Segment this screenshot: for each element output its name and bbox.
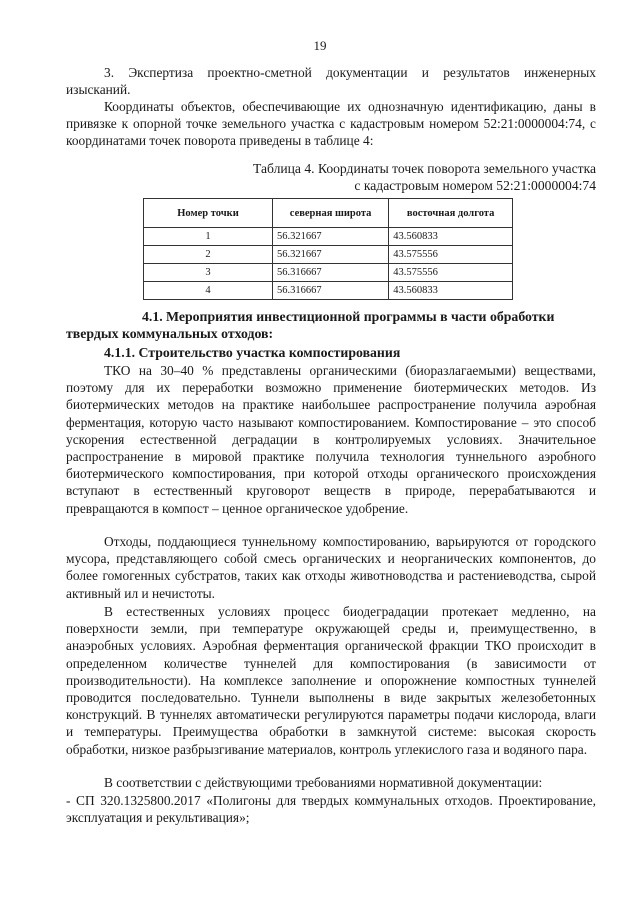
table-caption bbox=[200, 160, 596, 194]
section-heading-text: Мероприятия инвестиционной программы в части обработки твердых коммунальных отходов: bbox=[66, 309, 555, 341]
subsection-heading: 4.1.1. Строительство участка компостирования bbox=[104, 345, 401, 360]
table-row bbox=[144, 246, 513, 264]
coordinates-paragraph: Координаты объектов, обеспечивающие их однозначную идентификацию, даны в привязке к опорной точке земельного участка с кадастровым номером 52:21:0000004:74, с координатами точек поворота приведены в таблице 4: bbox=[66, 99, 596, 149]
coordinates-table bbox=[143, 198, 513, 300]
paragraph-1: ТКО на 30–40 % представлены органическими (биоразлагаемыми) веществами, поэтому для их переработки возможно применение биотермических методов. Из биотермических методов на практике наибольшее распространение получила аэробная ферментация, которую часто называют компостированием. Компостирование – это способ ускорения естественной деградации в контролируемых условиях. Значительное распространение в мировой практике получила технология туннельного аэробного биотермического компостирования, при которой отходы органического происхождения вступают в естественный круговорот веществ в природе, перерабатываются и превращаются в компост – ценное органическое удобрение. bbox=[66, 363, 596, 516]
section-heading-number: 4.1. bbox=[142, 309, 163, 324]
table-row bbox=[144, 264, 513, 282]
cell-longitude: 43.575556 bbox=[389, 264, 513, 282]
cell-longitude: 43.575556 bbox=[389, 246, 513, 264]
paragraph-3: В естественных условиях процесс биодеградации протекает медленно, на поверхности земли, при температуре окружающей среды и, преимущественно, в анаэробных условиях. Аэробная ферментация органической фракции ТКО происходит в определенном количестве туннелей для компостирования (в зависимости от производительности). На комплексе заполнение и опорожнение компостных туннелей проводится последовательно. Туннели выполнены в виде закрытых железобетонных конструкций. В туннелях автоматически регулируются параметры подачи кислорода, влаги и температуры. Преимущества обработки в замкнутой системе: высокая скорость обработки, низкое разбрызгивание материалов, контроль углекислого газа и водяного пара. bbox=[66, 604, 596, 757]
cell-latitude: 56.321667 bbox=[273, 228, 389, 246]
cell-longitude: 43.560833 bbox=[389, 282, 513, 300]
header-east-longitude: восточная долгота bbox=[389, 199, 513, 228]
table-caption-line-1: Таблица 4. Координаты точек поворота земельного участка bbox=[253, 161, 596, 176]
table-caption-line-2: с кадастровым номером 52:21:0000004:74 bbox=[354, 178, 596, 193]
cell-point: 4 bbox=[144, 282, 273, 300]
table-row bbox=[144, 282, 513, 300]
paragraph-2: Отходы, поддающиеся туннельному компостированию, варьируются от городского мусора, представляющего собой смесь органических и неорганических компонентов, до более гомогенных субстратов, таких как отходы животноводства и растениеводства, сырой активный ил и нечистоты. bbox=[66, 534, 596, 601]
header-point-number: Номер точки bbox=[144, 199, 273, 228]
cell-longitude: 43.560833 bbox=[389, 228, 513, 246]
cell-point: 1 bbox=[144, 228, 273, 246]
paragraph-4: В соответствии с действующими требованиями нормативной документации: bbox=[104, 775, 543, 790]
cell-latitude: 56.316667 bbox=[273, 282, 389, 300]
cell-point: 2 bbox=[144, 246, 273, 264]
paragraph-5: - СП 320.1325800.2017 «Полигоны для твердых коммунальных отходов. Проектирование, эксплуатация и рекультивация»; bbox=[66, 793, 596, 826]
table-header-row bbox=[144, 199, 513, 228]
page-number: 19 bbox=[313, 38, 327, 53]
table-row bbox=[144, 228, 513, 246]
cell-point: 3 bbox=[144, 264, 273, 282]
cell-latitude: 56.316667 bbox=[273, 264, 389, 282]
header-north-latitude: северная широта bbox=[273, 199, 389, 228]
section-heading bbox=[66, 308, 596, 342]
item-3-paragraph: 3. Экспертиза проектно-сметной документации и результатов инженерных изысканий. bbox=[66, 65, 596, 98]
cell-latitude: 56.321667 bbox=[273, 246, 389, 264]
